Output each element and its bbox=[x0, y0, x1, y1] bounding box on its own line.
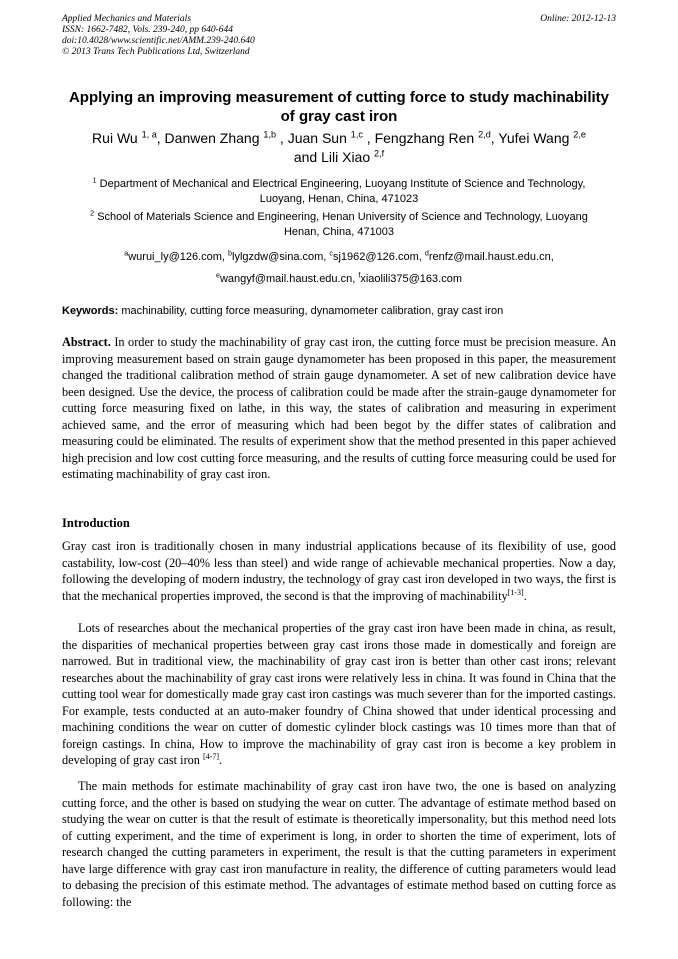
author-name: Lili Xiao bbox=[321, 149, 371, 165]
author-list: Rui Wu $^{1, a}$, Danwen Zhang $^{1,b}$ , Juan Sun $^{1,c}$ , Fengzhang Ren $^{2,d}$, Yufei Wang $^{2,e}$ and Lili Xiao $^{2,f}$ bbox=[92, 129, 586, 165]
paper-title: Applying an improving measurement of cutting force to study machinability of gray cast iron bbox=[68, 89, 610, 125]
affiliation-number: 1 bbox=[92, 176, 97, 185]
journal-name: Applied Mechanics and Materials bbox=[62, 14, 192, 24]
abstract-label: Abstract. bbox=[62, 335, 111, 349]
author-name: Juan Sun bbox=[287, 130, 347, 146]
author-affiliation-mark: 2,f bbox=[374, 148, 385, 159]
period: . bbox=[219, 753, 223, 767]
email-mark: d bbox=[424, 249, 429, 258]
email-list bbox=[78, 246, 600, 290]
introduction-paragraph-3 bbox=[62, 778, 616, 910]
affiliation-text: Department of Mechanical and Electrical Engineering, Luoyang Institute of Science and Technology, Luoyang, Henan, China, 471023 bbox=[99, 178, 586, 205]
author-affiliation-mark: 1,b bbox=[263, 129, 277, 140]
email-mark: b bbox=[228, 249, 233, 258]
paragraph-text: The main methods for estimate machinability of gray cast iron have two, the one is based on analyzing cutting force, and the other is based on studying the wear on cutter. The advantage of estimate method based on studying the wear on cutter is that the result of estimate is theoretically impersonality, but this method need lots of cutting experiment, and the time of experiment is long, in order to shorten the time of experiment, lots of research changed the cutting parameters in experiment, the result is that the cutting parameters in experiment have large difference with gray cast iron manufacture in reality, the difference of cutting parameters would lead to debasing the precision of this estimate method. The advantages of estimate method based on cutting force as following: the bbox=[62, 779, 616, 909]
copyright-line: © 2013 Trans Tech Publications Ltd, Switzerland bbox=[62, 47, 250, 57]
abstract-text: In order to study the machinability of gray cast iron, the cutting force must be precision measure. An improving measurement based on strain gauge dynamometer has been proposed in this paper, the measurement changed the traditional calibration method of strain gauge dynamometer. A set of new calibration device have been designed. Use the device, the process of calibration could be made after the strain-gauge dynamometer for cutting force measuring fixed on lathe, in this way, the states of calibration and measuring in experiment achieved same, and the error of measuring which had been begot by the differ states of calibration and measuring could be eliminated. The results of experiment show that the method presented in this paper achieved high precision and low cost cutting force measuring, and the results of cutting force measuring could be used for estimating machinability of gray cast iron. bbox=[62, 335, 617, 481]
email-address[interactable]: sj1962@126.com, bbox=[332, 251, 422, 263]
paragraph-text: Gray cast iron is traditionally chosen in many industrial applications because of its flexibility of use, good castability, low-cost (20–40% less than steel) and wide range of achievable mechanical properties. Now a day, following the developing of modern industry, the technology of gray cast iron developed in two ways, the first is that the mechanical properties improved, the second is that the improving of machinability bbox=[62, 539, 616, 603]
email-mark: a bbox=[124, 249, 129, 258]
issn-line: ISSN: 1662-7482, Vols. 239-240, pp 640-644 bbox=[62, 25, 233, 35]
online-date: Online: 2012-12-13 bbox=[540, 14, 616, 24]
author-affiliation-mark: 1, a bbox=[141, 129, 157, 140]
email-mark: c bbox=[329, 249, 333, 258]
abstract bbox=[62, 334, 616, 483]
citation[interactable]: [1-3] bbox=[507, 587, 524, 597]
paragraph-text: Lots of researches about the mechanical properties of the gray cast iron have been made in china, as result, the disparities of mechanical properties between gray cast irons those made in domestically and foreign are narrowed. But in traditional view, the machinability of gray cast iron is better than other cast irons; relevant researches about the machinability of gray cast irons were relatively less in china. It was found in China that the cutting tool wear for domestically made gray cast iron castings was much severer than for the imported castings. For example, tests conducted at an auto-maker foundry of China showed that under identical processing and machining conditions the wear on cutter of domestic cylinder block castings was 10 times more than that of foreign castings. In china, How to improve the machinability of gray cast iron is become a key problem in developing of gray cast iron bbox=[62, 621, 616, 767]
email-address[interactable]: wangyf@mail.haust.edu.cn, bbox=[219, 273, 356, 285]
affiliation-1 bbox=[78, 177, 600, 206]
affiliation-2 bbox=[78, 210, 600, 239]
author-name: Rui Wu bbox=[92, 130, 138, 146]
running-header bbox=[62, 14, 616, 58]
author-affiliation-mark: 2,e bbox=[573, 129, 586, 140]
introduction-heading: Introduction bbox=[62, 516, 130, 530]
introduction-paragraph-2 bbox=[62, 620, 616, 769]
affiliation-text: School of Materials Science and Engineering, Henan University of Science and Technology, Luoyang Henan, China, 471003 bbox=[97, 211, 588, 238]
keywords-text: machinability, cutting force measuring, dynamometer calibration, gray cast iron bbox=[121, 305, 504, 317]
author-name: Yufei Wang bbox=[498, 130, 570, 146]
citation[interactable]: [4-7] bbox=[203, 751, 220, 761]
email-address[interactable]: xiaolili375@163.com bbox=[360, 273, 462, 285]
keywords bbox=[62, 305, 616, 317]
author-affiliation-mark: 1,c bbox=[350, 129, 363, 140]
author-affiliation-mark: 2,d bbox=[478, 129, 491, 140]
email-address[interactable]: lylgzdw@sina.com, bbox=[232, 251, 327, 263]
keywords-label: Keywords: bbox=[62, 305, 119, 317]
author-name: Danwen Zhang bbox=[164, 130, 260, 146]
period: . bbox=[523, 588, 527, 603]
email-address[interactable]: renfz@mail.haust.edu.cn, bbox=[428, 251, 554, 263]
email-mark: e bbox=[216, 271, 220, 280]
introduction-paragraph-1 bbox=[62, 538, 616, 604]
email-mark: f bbox=[358, 271, 361, 280]
affiliation-number: 2 bbox=[90, 209, 95, 218]
email-address[interactable]: wurui_ly@126.com, bbox=[128, 251, 225, 263]
author-name: Fengzhang Ren bbox=[374, 130, 475, 146]
doi-line[interactable]: doi:10.4028/www.scientific.net/AMM.239-240.640 bbox=[62, 36, 255, 46]
